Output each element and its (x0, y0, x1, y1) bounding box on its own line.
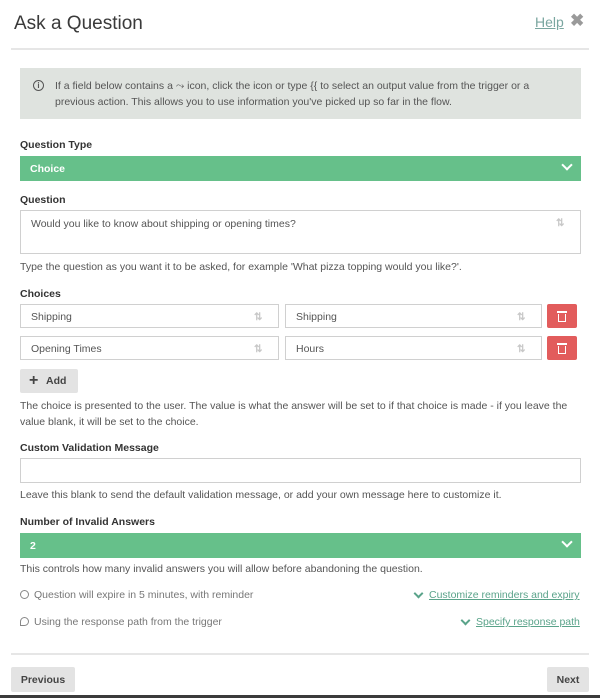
choice-input-2[interactable] (20, 336, 279, 360)
validation-label: Custom Validation Message (20, 442, 159, 454)
add-choice-button[interactable] (20, 369, 78, 393)
trash-icon-body (558, 314, 566, 322)
response-text: Using the response path from the trigger (34, 616, 222, 628)
delete-choice-button-2[interactable] (547, 336, 577, 360)
question-input[interactable] (20, 210, 581, 254)
trash-icon (557, 343, 567, 345)
choice-value-2: Opening Times (31, 343, 102, 355)
info-banner (20, 68, 581, 119)
invalid-answers-select[interactable] (20, 533, 581, 558)
insert-variable-icon[interactable]: ⇅ (517, 344, 526, 355)
help-link[interactable]: Help (535, 14, 564, 30)
specify-response-path-label: Specify response path (476, 616, 580, 628)
insert-variable-icon[interactable]: ⇅ (254, 344, 263, 355)
value-input-1[interactable] (285, 304, 542, 328)
choice-input-1[interactable] (20, 304, 279, 328)
question-help: Type the question as you want it to be asked, for example 'What pizza topping would you like?'. (20, 261, 462, 273)
customize-reminders-link[interactable] (429, 589, 580, 601)
question-type-value: Choice (30, 163, 66, 175)
choices-help: The choice is presented to the user. The value is what the answer will be set to if that choice is made - if you leave the value blank, it will be set to the choice. (20, 400, 568, 428)
chevron-down-icon (414, 589, 424, 599)
header-divider (11, 48, 589, 50)
chevron-down-icon (561, 159, 572, 170)
chevron-down-icon (561, 536, 572, 547)
footer-divider (11, 653, 589, 655)
insert-variable-icon[interactable]: ⇅ (254, 312, 263, 323)
value-value-2: Hours (296, 343, 325, 355)
trash-icon-body (558, 346, 566, 354)
value-input-2[interactable] (285, 336, 542, 360)
trash-icon (557, 311, 567, 313)
question-label: Question (20, 194, 66, 206)
question-type-label: Question Type (20, 139, 93, 151)
validation-help: Leave this blank to send the default validation message, or add your own message here to customize it. (20, 489, 502, 501)
choices-label: Choices (20, 288, 61, 300)
invalid-answers-value: 2 (30, 540, 36, 552)
value-value-1: Shipping (296, 311, 337, 323)
next-button[interactable]: Next (547, 667, 589, 692)
close-icon[interactable]: ✖ (570, 11, 585, 30)
question-value: Would you like to know about shipping or opening times? (31, 218, 296, 230)
expiry-text: Question will expire in 5 minutes, with reminder (34, 589, 254, 601)
info-icon: i (33, 80, 44, 91)
dialog-header (0, 0, 600, 52)
validation-input[interactable] (20, 458, 581, 483)
invalid-answers-label: Number of Invalid Answers (20, 516, 155, 528)
chevron-down-icon (461, 616, 471, 626)
speech-bubble-icon (20, 617, 29, 626)
customize-reminders-label: Customize reminders and expiry (429, 589, 580, 601)
delete-choice-button-1[interactable] (547, 304, 577, 328)
add-choice-label: Add (46, 375, 67, 387)
info-text: If a field below contains a ⤳ icon, click the icon or type {{ to select an output value from the trigger or a previous action. This allows you to use information you've picked up so far in the flow. (55, 80, 530, 108)
insert-variable-icon[interactable]: ⇅ (517, 312, 526, 323)
specify-response-path-link[interactable] (476, 616, 580, 628)
response-status (20, 616, 222, 628)
expiry-status (20, 589, 253, 601)
previous-button[interactable]: Previous (11, 667, 75, 692)
dialog-title: Ask a Question (14, 13, 143, 34)
clock-icon (20, 590, 29, 599)
plus-icon: + (29, 372, 39, 389)
question-type-select[interactable] (20, 156, 581, 181)
invalid-answers-help: This controls how many invalid answers you will allow before abandoning the question. (20, 563, 423, 575)
choice-value-1: Shipping (31, 311, 72, 323)
insert-variable-icon[interactable]: ⇅ (556, 218, 565, 229)
